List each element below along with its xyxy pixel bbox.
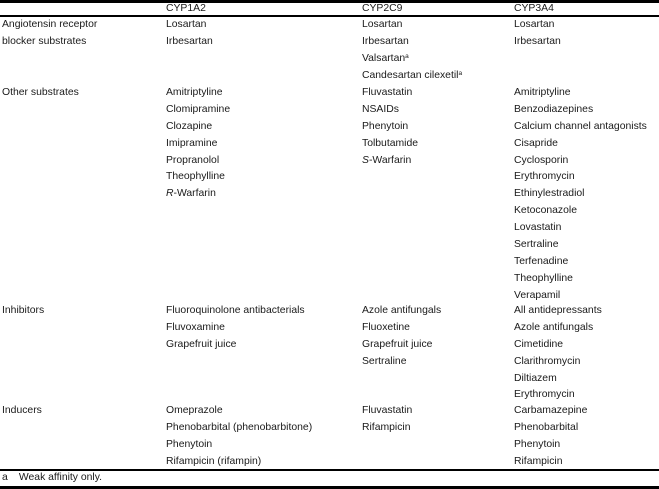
cell-line [362, 320, 441, 337]
cell-text: Amitriptyline [514, 87, 571, 98]
table-top-rule [0, 0, 659, 3]
cell-line [514, 420, 587, 437]
cell-line [514, 387, 602, 404]
cell-line [514, 102, 647, 119]
cell-line [362, 68, 462, 85]
cell-text: Cisapride [514, 137, 558, 149]
cell-text: Fluvastatin [362, 87, 413, 98]
cell-line [514, 237, 647, 254]
cyp1a2-cell [166, 303, 305, 354]
cell-line [514, 337, 602, 354]
cell-text: Azole antifungals [514, 321, 594, 333]
cell-text: Clomipramine [166, 103, 231, 115]
cell-line [362, 51, 462, 68]
cell-line [514, 220, 647, 237]
cyp2c9-cell [362, 17, 462, 85]
cell-text: Propranolol [166, 154, 220, 166]
category-cell [2, 17, 97, 51]
cell-text: Fluvoxamine [166, 321, 225, 333]
cell-line [166, 420, 312, 437]
cell-line [166, 34, 213, 51]
cell-text: Losartan [166, 19, 207, 30]
cell-line [166, 136, 230, 153]
cyp1a2-cell [166, 403, 312, 471]
cell-text: Ketoconazole [514, 205, 577, 217]
italic-prefix: R [166, 188, 174, 200]
cell-text: Calcium channel antagonists [514, 120, 647, 132]
cell-text: Valsartan [362, 52, 406, 64]
cell-line [2, 17, 97, 34]
cell-line [2, 34, 97, 51]
cell-text: Cyclosporin [514, 154, 569, 166]
cell-text: Benzodiazepines [514, 103, 594, 115]
cell-text: Theophylline [166, 171, 225, 183]
cell-text: Erythromycin [514, 171, 575, 183]
cell-line [514, 34, 561, 51]
cell-line [514, 437, 587, 454]
cell-text: Lovastatin [514, 222, 562, 234]
cell-line [362, 119, 418, 136]
cell-line [362, 85, 418, 102]
cell-line [166, 337, 305, 354]
footnote-text: Weak affinity only. [18, 472, 103, 483]
cell-line [166, 320, 305, 337]
cell-line [362, 420, 412, 437]
cell-line [514, 85, 647, 102]
cell-text: Other substrates [2, 87, 79, 98]
cell-text: Fluvastatin [362, 405, 413, 416]
italic-prefix: S [362, 154, 369, 166]
cell-line [514, 371, 602, 388]
cell-line [166, 119, 230, 136]
cell-line [166, 102, 230, 119]
cell-line [514, 153, 647, 170]
cell-line [514, 354, 602, 371]
cell-line [362, 337, 441, 354]
cell-text: Candesartan cilexetil [362, 69, 459, 81]
cell-line [166, 186, 230, 203]
cell-text: Losartan [514, 19, 555, 30]
cell-text: Erythromycin [514, 389, 575, 401]
cell-text: All antidepressants [514, 305, 602, 316]
cell-text: Verapamil [514, 289, 561, 301]
cell-text: Phenobarbital [514, 421, 579, 433]
header-cyp3a4: CYP3A4 [514, 3, 554, 14]
cyp1a2-cell [166, 17, 213, 51]
cell-line [514, 403, 587, 420]
category-cell [2, 85, 79, 102]
cell-line [362, 403, 412, 420]
cell-line [362, 136, 418, 153]
cell-line [514, 320, 602, 337]
cell-line [362, 303, 441, 320]
cell-text: Azole antifungals [362, 305, 442, 316]
category-cell [2, 303, 44, 320]
cyp2c9-cell [362, 403, 412, 437]
cyp2c9-cell [362, 303, 441, 371]
cell-text: Omeprazole [166, 405, 223, 416]
cell-text: Phenytoin [362, 120, 409, 132]
cyp3a4-cell [514, 17, 561, 51]
category-cell [2, 403, 42, 420]
cell-text: Phenytoin [514, 438, 561, 450]
header-cyp2c9: CYP2C9 [362, 3, 403, 14]
cell-line [166, 403, 312, 420]
table-footnote [2, 470, 102, 486]
cell-text: blocker substrates [2, 35, 87, 47]
cell-text: Tolbutamide [362, 137, 419, 149]
cell-text: Phenobarbital (phenobarbitone) [166, 421, 313, 433]
cell-text: Rifampicin [514, 455, 563, 467]
cell-line [514, 254, 647, 271]
cell-text: -Warfarin [368, 154, 412, 166]
cell-line [166, 437, 312, 454]
cell-text: Phenytoin [166, 438, 213, 450]
cell-line [2, 85, 79, 102]
cell-line [514, 169, 647, 186]
cell-line [166, 169, 230, 186]
cell-text: Imipramine [166, 137, 218, 149]
cell-line [514, 303, 602, 320]
cell-text: Amitriptyline [166, 87, 223, 98]
cell-line [514, 17, 561, 34]
cell-line [514, 203, 647, 220]
cell-text: -Warfarin [173, 188, 216, 200]
cell-text: Angiotensin receptor [2, 19, 98, 30]
cell-text: Theophylline [514, 272, 573, 284]
footnote-superscript: a [458, 69, 463, 77]
cell-line [514, 119, 647, 136]
cell-text: Ethinylestradiol [514, 188, 585, 200]
cell-text: NSAIDs [362, 103, 399, 115]
cell-text: Cimetidine [514, 338, 564, 350]
cell-line [166, 153, 230, 170]
cell-line [362, 354, 441, 371]
cell-text: Fluoroquinolone antibacterials [166, 305, 305, 316]
cell-text: Clozapine [166, 120, 213, 132]
cell-line [166, 17, 213, 34]
cell-text: Sertraline [362, 355, 407, 367]
cell-line [362, 34, 462, 51]
cell-text: Rifampicin (rifampin) [166, 455, 262, 467]
cell-line [2, 303, 44, 320]
cell-text: Clarithromycin [514, 355, 581, 367]
cell-text: Fluoxetine [362, 321, 410, 333]
cell-text: Terfenadine [514, 255, 569, 267]
cell-text: Irbesartan [362, 35, 409, 47]
cell-text: Grapefruit juice [166, 338, 237, 350]
footnote-superscript: a [405, 52, 409, 60]
cell-text: Carbamazepine [514, 405, 588, 416]
cell-line [166, 85, 230, 102]
cell-line [362, 102, 418, 119]
footnote-mark: a [2, 472, 8, 483]
cell-text: Grapefruit juice [362, 338, 433, 350]
header-cyp1a2: CYP1A2 [166, 3, 206, 14]
cyp3a4-cell [514, 403, 587, 471]
cell-text: Diltiazem [514, 372, 557, 384]
cell-line [362, 17, 462, 34]
cell-text: Rifampicin [362, 421, 411, 433]
cell-text: Inducers [2, 405, 42, 416]
cyp3a4-cell [514, 85, 647, 305]
cell-line [514, 136, 647, 153]
cell-text: Irbesartan [166, 35, 213, 47]
cell-line [362, 153, 418, 170]
cyp2c9-cell [362, 85, 418, 169]
cyp3a4-cell [514, 303, 602, 404]
cell-line [514, 186, 647, 203]
cell-line [2, 403, 42, 420]
cell-line [514, 271, 647, 288]
cell-text: Inhibitors [2, 305, 45, 316]
cell-text: Losartan [362, 19, 403, 30]
cell-line [166, 303, 305, 320]
cell-text: Irbesartan [514, 35, 561, 47]
cell-text: Sertraline [514, 239, 559, 251]
cyp1a2-cell [166, 85, 230, 203]
